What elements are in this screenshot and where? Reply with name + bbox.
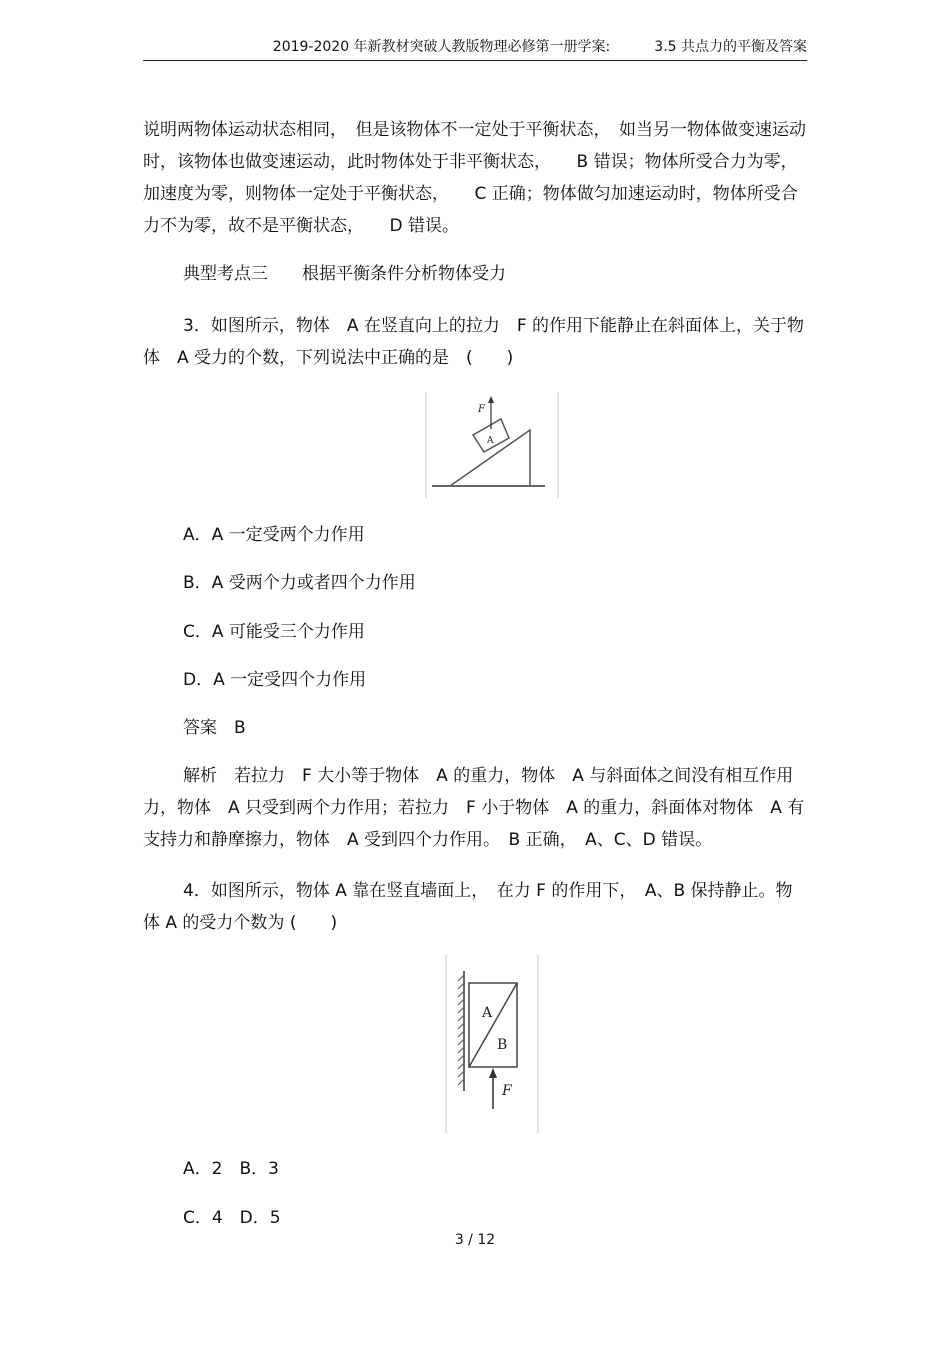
page-header (143, 36, 807, 61)
header-title: 2019-2020 年新教材突破人教版物理必修第一册学案: (272, 39, 611, 55)
block-label-a: A (487, 436, 494, 446)
question-3-option-c: C．A 可能受三个力作用 (183, 622, 365, 642)
question-3-option-b: B．A 受两个力或者四个力作用 (183, 573, 416, 593)
block-label-a: A (482, 1005, 493, 1021)
question-4-options-row-1: A．2 B．3 (183, 1159, 279, 1179)
intro-paragraph: 说明两物体运动状态相同， 但是该物体不一定处于平衡状态， 如当另一物体做变速运动时，该物体也做变速运动，此时物体处于非平衡状态， B 错误；物体所受合力为零，加速度为零，则物体一定处于平衡状态， C 正确；物体做匀加速运动时，物体所受合力不为零，故不是平衡状态， D 错误。 (143, 120, 806, 236)
question-4-stem: 4．如图所示，物体 A 靠在竖直墙面上， 在力 F 的作用下， A、B 保持静止。物体 A 的受力个数为 ( ) (143, 881, 793, 933)
question-4-options-row-2: C．4 D．5 (183, 1208, 281, 1228)
block-label-b: B (497, 1037, 508, 1053)
force-label-f: F (478, 404, 485, 415)
question-3-stem: 3．如图所示，物体 A 在竖直向上的拉力 F 的作用下能静止在斜面体上，关于物体 A 受力的个数，下列说法中正确的是 ( ) (143, 316, 805, 368)
question-3-answer: 答案 B (183, 718, 246, 738)
header-section: 3.5 共点力的平衡及答案 (654, 39, 807, 55)
question-3-figure (425, 392, 560, 500)
question-3-analysis: 解析 若拉力 F 大小等于物体 A 的重力，物体 A 与斜面体之间没有相互作用力，物体 A 只受到两个力作用；若拉力 F 小于物体 A 的重力，斜面体对物体 A 有支持力和静摩擦力，物体 A 受到四个力作用。 B 正确， A、C、D 错误。 (143, 766, 805, 850)
question-3-option-d: D．A 一定受四个力作用 (183, 670, 367, 690)
page-number: 3 / 12 (454, 1232, 496, 1248)
force-label-f: F (502, 1083, 512, 1099)
question-4-figure (445, 955, 540, 1135)
question-3-option-a: A．A 一定受两个力作用 (183, 525, 365, 545)
section-title: 典型考点三 根据平衡条件分析物体受力 (183, 264, 506, 284)
